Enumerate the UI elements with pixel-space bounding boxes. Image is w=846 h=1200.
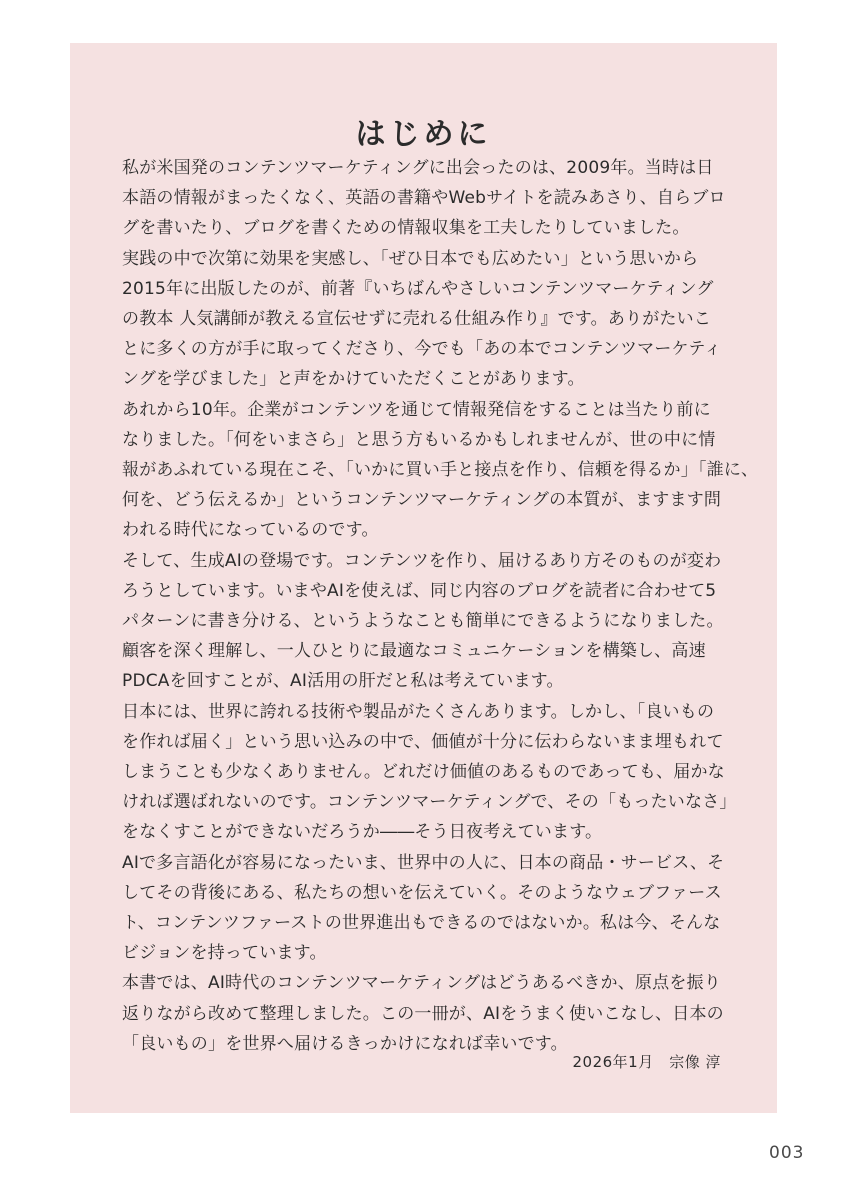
paragraph bbox=[122, 848, 730, 969]
preface-panel bbox=[70, 43, 777, 1113]
text-line: をなくすことができないだろうか――そう日夜考えています。 bbox=[122, 822, 603, 843]
text-line: ビジョンを持っています。 bbox=[122, 943, 327, 964]
text-line: ければ選ばれないのです。コンテンツマーケティングで、その「もったいなさ」 bbox=[122, 792, 737, 813]
text-line: 本語の情報がまったくなく、英語の書籍やWebサイトを読みあさり、自らブロ bbox=[122, 188, 726, 209]
text-line: 何を、どう伝えるか」というコンテンツマーケティングの本質が、ますます問 bbox=[122, 490, 722, 511]
text-line: 「良いもの」を世界へ届けるきっかけになれば幸いです。 bbox=[122, 1033, 568, 1054]
text-line: あれから10年。企業がコンテンツを通じて情報発信をすることは当たり前に bbox=[122, 399, 711, 420]
text-line: ト、コンテンツファーストの世界進出もできるのではないか。私は今、そんな bbox=[122, 913, 721, 934]
paragraph bbox=[122, 968, 730, 1059]
paragraph bbox=[122, 395, 759, 546]
text-line: ングを学びました」と声をかけていただくことがあります。 bbox=[122, 369, 585, 390]
text-line: してその背後にある、私たちの想いを伝えていく。そのようなウェブファース bbox=[122, 882, 722, 903]
text-line: の教本 人気講師が教える宣伝せずに売れる仕組み作り』です。ありがたいこ bbox=[122, 309, 712, 330]
paragraph bbox=[122, 697, 737, 848]
preface-body bbox=[122, 153, 759, 1059]
text-line: 顧客を深く理解し、一人ひとりに最適なコミュニケーションを構築し、高速 bbox=[122, 641, 706, 662]
text-line: なりました。「何をいまさら」と思う方もいるかもしれませんが、世の中に情 bbox=[122, 429, 716, 450]
author-signature: 2026年1月 宗像 淳 bbox=[572, 1053, 721, 1071]
text-line: 実践の中で次第に効果を実感し、「ぜひ日本でも広めたい」という思いから bbox=[122, 248, 699, 269]
paragraph bbox=[122, 546, 730, 697]
paragraph bbox=[122, 244, 730, 395]
paragraph bbox=[122, 153, 730, 244]
text-line: 報があふれている現在こそ、「いかに買い手と接点を作り、信頼を得るか」「誰に、 bbox=[122, 460, 759, 481]
text-line: AIで多言語化が容易になったいま、世界中の人に、日本の商品・サービス、そ bbox=[122, 852, 725, 873]
text-line: 本書では、AI時代のコンテンツマーケティングはどうあるべきか、原点を振り bbox=[122, 973, 721, 994]
text-line: PDCAを回すことが、AI活用の肝だと私は考えています。 bbox=[122, 671, 564, 692]
text-line: 日本には、世界に誇れる技術や製品がたくさんあります。しかし、「良いもの bbox=[122, 701, 715, 722]
text-line: を作れば届く」という思い込みの中で、価値が十分に伝わらないまま埋もれて bbox=[122, 731, 724, 752]
page-number: 003 bbox=[769, 1143, 805, 1163]
text-line: そして、生成AIの登場です。コンテンツを作り、届けるあり方そのものが変わ bbox=[122, 550, 722, 571]
text-line: ろうとしています。いまやAIを使えば、同じ内容のブログを読者に合わせて5 bbox=[122, 580, 717, 601]
text-line: グを書いたり、ブログを書くための情報収集を工夫したりしていました。 bbox=[122, 218, 690, 239]
text-line: とに多くの方が手に取ってくださり、今でも「あの本でコンテンツマーケティ bbox=[122, 339, 722, 360]
page-title: はじめに bbox=[355, 117, 492, 152]
text-line: われる時代になっているのです。 bbox=[122, 520, 379, 541]
text-line: 2015年に出版したのが、前著『いちばんやさしいコンテンツマーケティング bbox=[122, 278, 714, 299]
text-line: 私が米国発のコンテンツマーケティングに出会ったのは、2009年。当時は日 bbox=[122, 158, 714, 178]
text-line: 返りながら改めて整理しました。この一冊が、AIをうまく使いこなし、日本の bbox=[122, 1003, 724, 1024]
text-line: しまうことも少なくありません。どれだけ価値のあるものであっても、届かな bbox=[122, 762, 725, 783]
text-line: パターンに書き分ける、というようなことも簡単にできるようになりました。 bbox=[122, 611, 724, 632]
